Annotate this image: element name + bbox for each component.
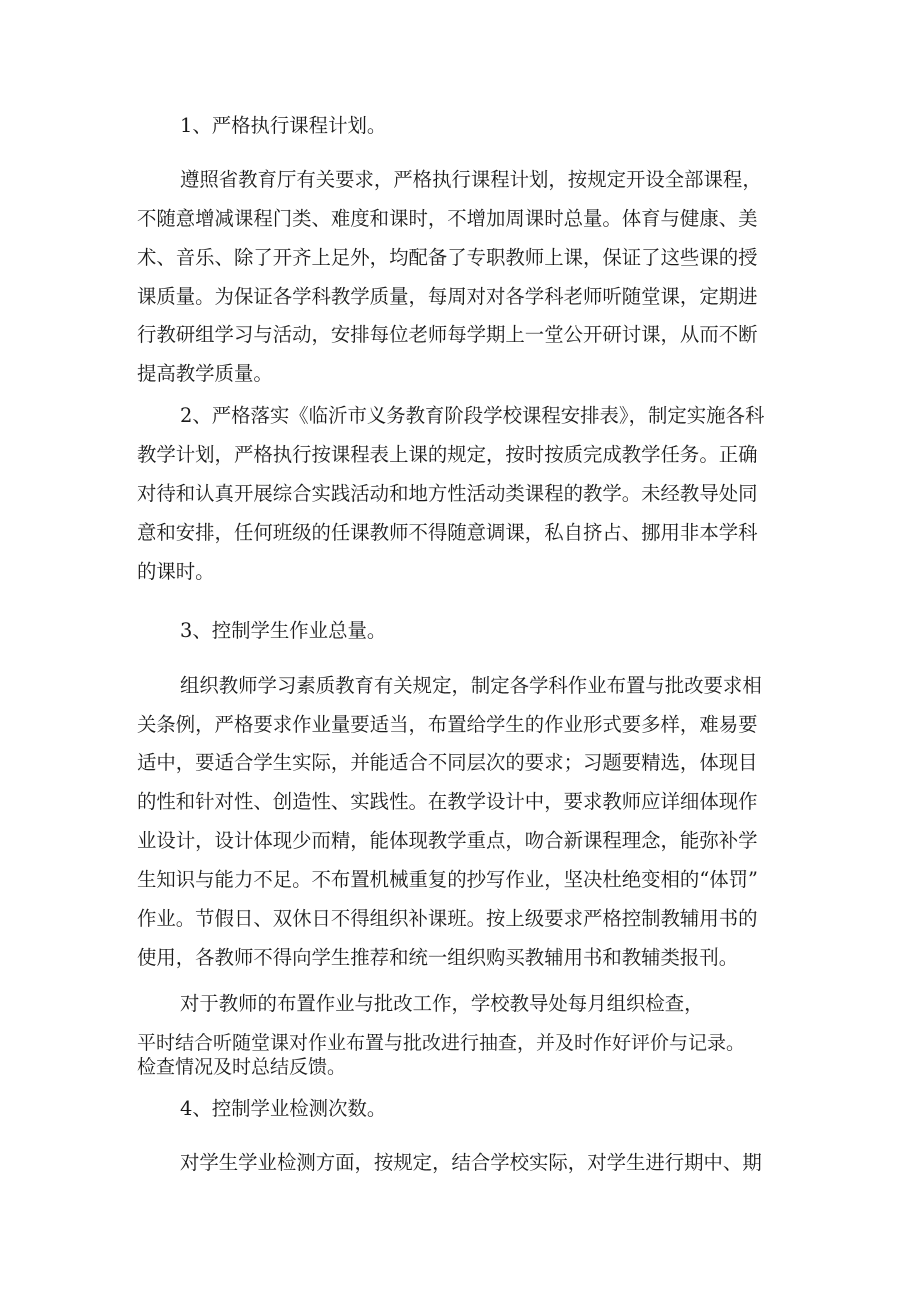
paragraph-line: 对学生学业检测方面，按规定，结合学校实际，对学生进行期中、期 [180, 1151, 762, 1174]
heading-4: 4、控制学业检测次数。 [180, 1097, 387, 1120]
paragraph-line: 组织教师学习素质教育有关规定，制定各学科作业布置与批改要求相 [180, 674, 762, 697]
paragraph-line: 意和安排，任何班级的任课教师不得随意调课，私自挤占、挪用非本学科 [137, 521, 758, 544]
paragraph-line: 对于教师的布置作业与批改工作，学校教导处每月组织检查， [180, 992, 704, 1015]
paragraph-line: 教学计划，严格执行按课程表上课的规定，按时按质完成教学任务。正确 [137, 443, 758, 466]
paragraph-line: 使用，各教师不得向学生推荐和统一组织购买教辅用书和教辅类报刊。 [137, 946, 739, 969]
paragraph-line: 遵照省教育厅有关要求，严格执行课程计划，按规定开设全部课程， [180, 168, 762, 191]
paragraph-line: 生知识与能力不足。不布置机械重复的抄写作业，坚决杜绝变相的“体罚” [137, 868, 758, 891]
paragraph-line: 作业。节假日、双休日不得组织补课班。按上级要求严格控制教辅用书的 [137, 907, 758, 930]
paragraph-line: 不随意增减课程门类、难度和课时，不增加周课时总量。体育与健康、美 [137, 207, 758, 230]
paragraph-line: 业设计，设计体现少而精，能体现教学重点，吻合新课程理念，能弥补学 [137, 829, 758, 852]
paragraph-line: 的课时。 [137, 560, 215, 583]
paragraph-line: 2、严格落实《临沂市义务教育阶段学校课程安排表》，制定实施各科 [180, 404, 765, 427]
paragraph-line: 的性和针对性、创造性、实践性。在教学设计中，要求教师应详细体现作 [137, 790, 758, 813]
paragraph-line: 课质量。为保证各学科教学质量，每周对对各学科老师听随堂课，定期进 [137, 285, 758, 308]
paragraph-line: 行教研组学习与活动，安排每位老师每学期上一堂公开研讨课，从而不断 [137, 323, 758, 346]
paragraph-line: 关条例，严格要求作业量要适当，布置给学生的作业形式要多样，难易要 [137, 713, 758, 736]
paragraph-line: 提高教学质量。 [137, 362, 273, 385]
paragraph-line: 检查情况及时总结反馈。 [137, 1056, 347, 1078]
heading-1: 1、严格执行课程计划。 [180, 114, 387, 137]
paragraph-line: 平时结合听随堂课对作业布置与批改进行抽查，并及时作好评价与记录。 [137, 1032, 746, 1054]
heading-3: 3、控制学生作业总量。 [180, 619, 387, 642]
paragraph-line: 对待和认真开展综合实践活动和地方性活动类课程的教学。未经教导处同 [137, 482, 758, 505]
paragraph-line: 适中，要适合学生实际，并能适合不同层次的要求；习题要精选，体现目 [137, 751, 758, 774]
paragraph-line: 术、音乐、除了开齐上足外，均配备了专职教师上课，保证了这些课的授 [137, 246, 758, 269]
